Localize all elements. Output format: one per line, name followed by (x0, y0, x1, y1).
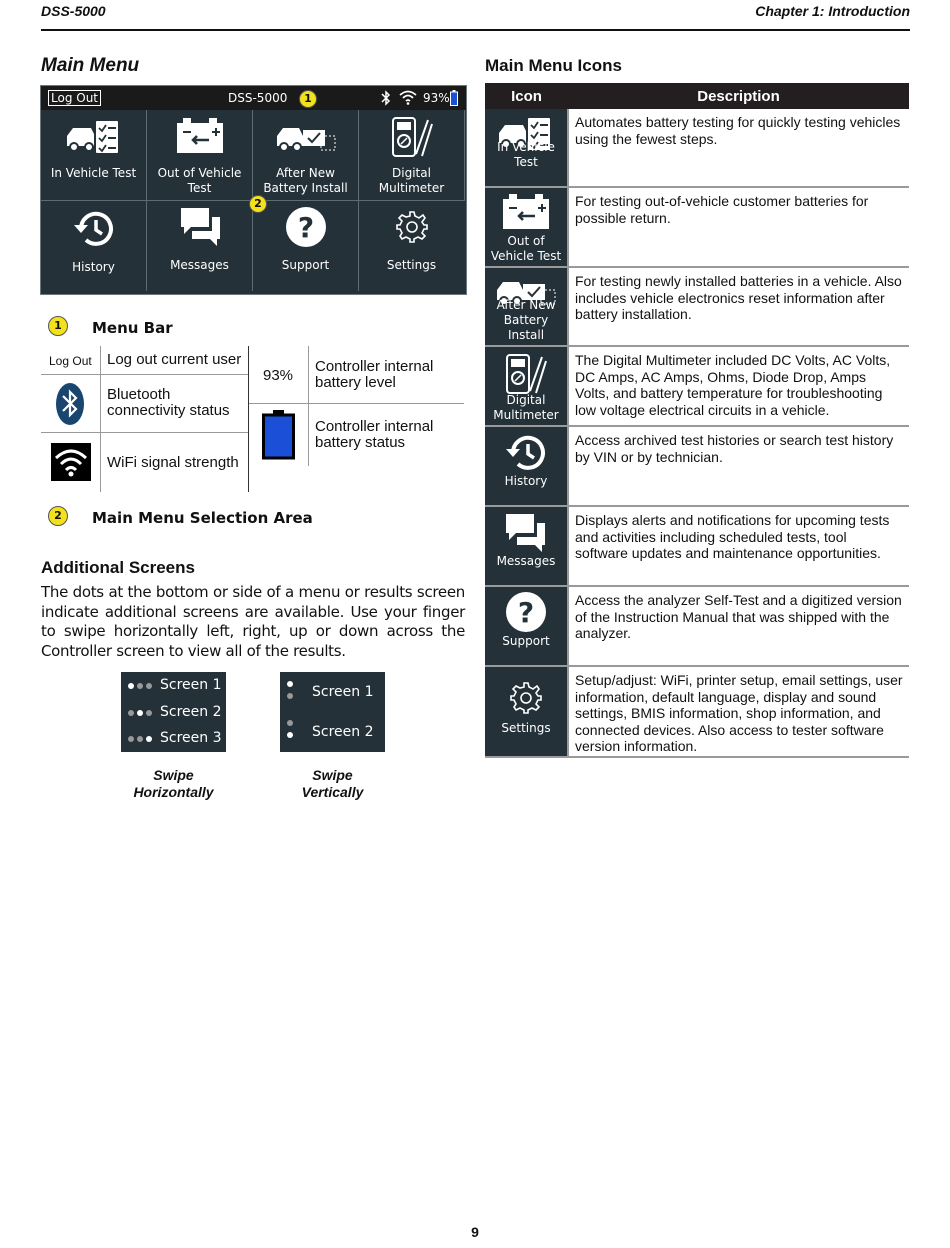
tile-label: Messages (170, 258, 229, 272)
swipe-horizontal-example (121, 672, 226, 752)
caption-line: Vertically (301, 784, 364, 800)
tile-label: After New Battery Install (263, 166, 348, 195)
table-row (485, 426, 909, 506)
history-icon (503, 431, 549, 475)
header-product: DSS-5000 (41, 3, 106, 19)
description-cell: Automates battery testing for quickly testing vehicles using the fewest steps. (568, 109, 909, 187)
bluetooth-icon (55, 382, 85, 426)
icon-label: Support (502, 634, 550, 648)
screen-label: Screen 2 (160, 704, 222, 720)
tile-label: Support (281, 258, 330, 272)
tile-after-new-battery-install[interactable] (253, 110, 359, 201)
swipe-caption (121, 767, 226, 801)
icon-cell (485, 666, 568, 757)
screen-label: Screen 3 (160, 730, 222, 746)
battery-percent: 93% (423, 91, 450, 105)
icon-label: History (504, 474, 548, 488)
selection-area-title: Main Menu Selection Area (92, 509, 313, 527)
multimeter-icon (390, 114, 434, 160)
description-cell: The Digital Multimeter included DC Volts, AC Volts, DC Amps, AC Amps, Ohms, Diode Drop, Amps Volts, and battery temperature for troubleshooting low voltage electrical circuits in a vehicle. (568, 346, 909, 426)
tile-label: Settings (386, 258, 437, 272)
wifi-icon (51, 443, 91, 481)
callout-1: 1 (299, 90, 317, 108)
svg-text:?: ? (517, 596, 535, 629)
screen-label: Screen 2 (312, 724, 374, 740)
icon-label: Digital Multimeter (493, 393, 559, 422)
battery-percent: 93% (263, 367, 294, 384)
tile-settings[interactable] (359, 201, 464, 291)
description-cell: Access archived test histories or search test history by VIN or by technician. (568, 426, 909, 506)
battery-return-icon (175, 116, 225, 156)
tile-label: Digital Multimeter (378, 166, 445, 195)
description-cell: For testing newly installed batteries in a vehicle. Also includes vehicle electronics reset information after battery installation. (568, 267, 909, 346)
table-row (485, 346, 909, 426)
battery-icon (262, 410, 295, 460)
question-icon (505, 591, 547, 633)
caption-line: Swipe (312, 767, 353, 783)
header-chapter: Chapter 1: Introduction (755, 3, 910, 19)
callout-1: 1 (48, 316, 68, 336)
icon-label: Out of Vehicle Test (490, 234, 562, 263)
table-row (485, 267, 909, 346)
icon-cell (485, 267, 568, 346)
icon-cell (485, 506, 568, 586)
legend-desc: Log out current user (107, 351, 242, 368)
icon-label: Messages (496, 554, 556, 568)
header-rule (41, 29, 910, 31)
divider (41, 374, 248, 375)
tile-label: Out of Vehicle Test (157, 166, 242, 195)
tile-label: In Vehicle Test (50, 166, 137, 180)
tile-in-vehicle-test[interactable] (41, 110, 147, 201)
icon-label: In Vehicle Test (497, 140, 555, 169)
table-row (485, 109, 909, 187)
table-row (485, 187, 909, 267)
swipe-caption (280, 767, 385, 801)
multimeter-icon (504, 351, 548, 397)
messages-icon (504, 511, 548, 555)
icon-label: Settings (501, 721, 551, 735)
svg-text:?: ? (297, 211, 315, 244)
caption-line: Horizontally (133, 784, 214, 800)
divider (308, 346, 309, 466)
screen-label: Screen 1 (160, 677, 222, 693)
history-icon (71, 207, 117, 251)
swipe-vertical-example (280, 672, 385, 752)
description-cell: Displays alerts and notifications for upcoming tests and activities including scheduled tests, tool software updates and maintenance opportunities. (568, 506, 909, 586)
additional-screens-text: The dots at the bottom or side of a menu or results screen indicate additional screens are available. Use your finger to swipe horizontally left, right, up or down across the Controller screen to view all of the results. (41, 583, 465, 661)
status-bar (41, 86, 466, 110)
callout-2: 2 (249, 195, 267, 213)
gear-icon (395, 210, 429, 244)
description-cell: For testing out-of-vehicle customer batteries for possible return. (568, 187, 909, 267)
icon-cell (485, 346, 568, 426)
main-menu-screenshot (41, 86, 466, 294)
page-number: 9 (471, 1224, 479, 1240)
tile-label: History (72, 260, 115, 274)
tile-out-of-vehicle-test[interactable] (147, 110, 253, 201)
icons-table (485, 83, 909, 758)
device-title: DSS-5000 (228, 91, 288, 105)
legend-desc: Bluetooth connectivity status (107, 386, 230, 419)
vehicle-battery-check-icon (275, 118, 337, 156)
column-header: Description (568, 83, 909, 109)
table-header-row (485, 83, 909, 109)
legend-desc: WiFi signal strength (107, 454, 239, 471)
icons-table-title: Main Menu Icons (485, 56, 622, 75)
icon-cell (485, 586, 568, 666)
battery-return-icon (501, 192, 551, 232)
additional-screens-title: Additional Screens (41, 558, 195, 577)
icon-cell (485, 109, 568, 187)
icon-cell (485, 426, 568, 506)
tile-digital-multimeter[interactable] (359, 110, 465, 201)
description-cell: Setup/adjust: WiFi, printer setup, email settings, user information, default language, display and sound settings, BMIS information, shop information, and connected devices. Also access to tester software version information. (568, 666, 909, 757)
divider (100, 346, 101, 492)
menu-bar-title: Menu Bar (92, 319, 173, 337)
divider (249, 403, 464, 404)
logout-button[interactable]: Log Out (48, 90, 101, 106)
divider (248, 346, 249, 492)
caption-line: Swipe (153, 767, 194, 783)
callout-2: 2 (48, 506, 68, 526)
table-row (485, 666, 909, 757)
messages-icon (179, 205, 223, 249)
screen-label: Screen 1 (312, 684, 374, 700)
icon-cell (485, 187, 568, 267)
vehicle-checklist-icon (65, 116, 123, 158)
tile-history[interactable] (41, 201, 147, 291)
description-cell: Access the analyzer Self-Test and a digitized version of the Instruction Manual that was shipped with the analyzer. (568, 586, 909, 666)
table-row (485, 586, 909, 666)
wifi-icon (399, 90, 417, 105)
tile-messages[interactable] (147, 201, 253, 291)
legend-desc: Controller internal battery status (315, 418, 434, 451)
icon-label: After New Battery Install (496, 298, 556, 342)
legend-desc: Controller internal battery level (315, 358, 434, 391)
table-row (485, 506, 909, 586)
tile-support[interactable] (253, 201, 359, 291)
battery-icon (450, 90, 458, 106)
question-icon (285, 206, 327, 248)
divider (41, 432, 248, 433)
column-header: Icon (485, 83, 568, 109)
logout-label: Log Out (49, 354, 92, 368)
bluetooth-icon (380, 90, 392, 106)
gear-icon (509, 681, 543, 715)
main-menu-title: Main Menu (41, 55, 140, 76)
